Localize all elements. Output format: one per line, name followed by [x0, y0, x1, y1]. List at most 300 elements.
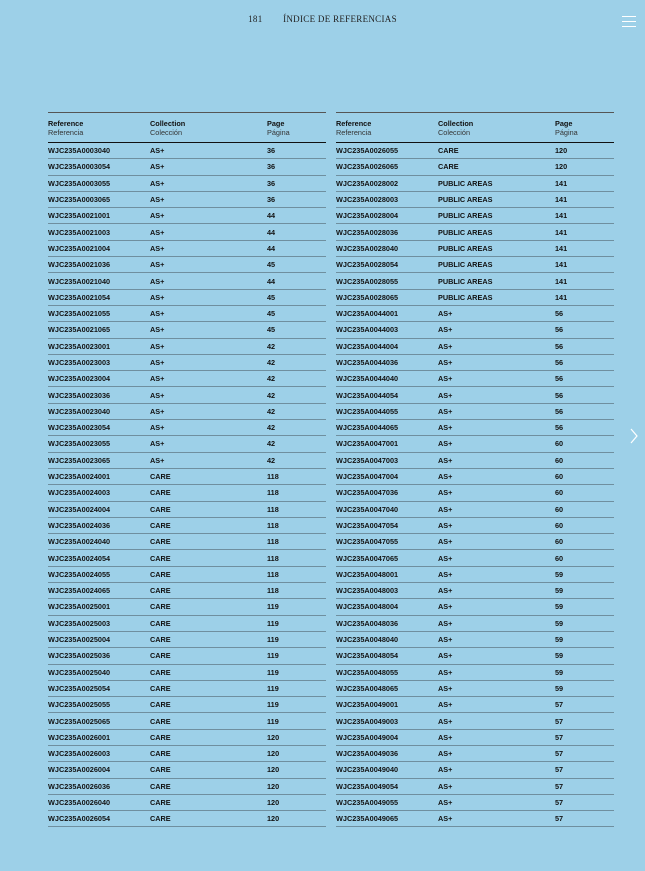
cell-page: 56	[555, 390, 564, 400]
cell-collection: PUBLIC AREAS	[438, 178, 493, 188]
table-row	[336, 664, 614, 680]
cell-collection: CARE	[150, 602, 171, 612]
cell-page: 141	[555, 276, 568, 286]
cell-reference: WJC235A0049003	[336, 716, 399, 726]
cell-page: 56	[555, 325, 564, 335]
cell-collection: PUBLIC AREAS	[438, 276, 493, 286]
cell-reference: WJC235A0047036	[336, 488, 399, 498]
table-row	[336, 305, 614, 321]
cell-collection: AS+	[438, 586, 453, 596]
cell-reference: WJC235A0047040	[336, 504, 399, 514]
cell-collection: CARE	[150, 651, 171, 661]
cell-page: 120	[267, 732, 280, 742]
cell-collection: PUBLIC AREAS	[438, 243, 493, 253]
cell-reference: WJC235A0044001	[336, 309, 399, 319]
cell-page: 119	[267, 651, 279, 661]
cell-reference: WJC235A0023003	[48, 358, 111, 367]
table-row	[336, 566, 614, 582]
cell-page: 56	[555, 309, 564, 319]
cell-reference: WJC235A0047055	[336, 537, 399, 547]
table-row	[48, 143, 326, 159]
cell-collection: AS+	[438, 390, 453, 400]
cell-reference: WJC235A0049040	[336, 765, 399, 775]
cell-reference: WJC235A0044055	[336, 406, 399, 416]
cell-page: 45	[267, 292, 276, 302]
cell-reference: WJC235A0021036	[48, 260, 111, 270]
cell-reference: WJC235A0048001	[336, 569, 399, 579]
cell-collection: CARE	[150, 618, 171, 628]
cell-page: 118	[267, 504, 279, 514]
cell-reference: WJC235A0048036	[336, 618, 399, 628]
cell-collection: AS+	[438, 602, 453, 612]
cell-collection: AS+	[438, 504, 453, 514]
cell-reference: WJC235A0024001	[48, 472, 111, 482]
table-row	[336, 175, 614, 191]
cell-page: 59	[555, 586, 564, 596]
cell-page: 118	[267, 569, 279, 579]
cell-collection: AS+	[438, 488, 453, 498]
table-row	[48, 273, 326, 289]
table-row	[48, 745, 326, 761]
cell-collection: AS+	[150, 309, 165, 319]
column-header-page: Page Página	[267, 118, 290, 137]
cell-page: 57	[555, 765, 564, 775]
cell-page: 60	[555, 472, 564, 482]
table-row	[336, 631, 614, 647]
table-body	[336, 143, 614, 827]
cell-collection: PUBLIC AREAS	[438, 260, 493, 270]
cell-reference: WJC235A0021001	[48, 211, 111, 221]
cell-reference: WJC235A0049001	[336, 700, 399, 710]
table-row	[48, 322, 326, 338]
table-row	[48, 485, 326, 501]
cell-reference: WJC235A0049036	[336, 749, 399, 759]
table-row	[336, 794, 614, 810]
cell-page: 60	[555, 455, 564, 465]
cell-reference: WJC235A0021055	[48, 309, 111, 319]
cell-reference: WJC235A0024055	[48, 569, 111, 579]
cell-reference: WJC235A0025065	[48, 716, 111, 726]
cell-collection: CARE	[150, 504, 171, 514]
table-row	[48, 387, 326, 403]
table-row	[336, 420, 614, 436]
cell-page: 56	[555, 406, 564, 416]
cell-page: 59	[555, 651, 564, 661]
table-row	[48, 371, 326, 387]
cell-collection: AS+	[150, 390, 165, 400]
table-row	[336, 501, 614, 517]
cell-collection: AS+	[438, 683, 453, 693]
cell-collection: CARE	[150, 472, 171, 482]
table-row	[336, 534, 614, 550]
cell-reference: WJC235A0003040	[48, 146, 111, 156]
cell-collection: AS+	[438, 667, 453, 677]
cell-page: 36	[267, 146, 276, 156]
cell-page: 44	[267, 227, 276, 237]
cell-page: 45	[267, 309, 276, 319]
cell-page: 141	[555, 195, 568, 205]
cell-reference: WJC235A0026036	[48, 781, 111, 791]
cell-collection: AS+	[150, 211, 165, 221]
cell-collection: CARE	[150, 537, 171, 547]
table-row	[48, 794, 326, 810]
reference-table-right	[336, 112, 614, 827]
table-row	[336, 371, 614, 387]
cell-collection: AS+	[438, 406, 453, 416]
cell-page: 57	[555, 781, 564, 791]
table-row	[48, 420, 326, 436]
cell-reference: WJC235A0044036	[336, 358, 399, 367]
cell-collection: AS+	[438, 798, 453, 808]
table-row	[336, 680, 614, 696]
table-row	[48, 468, 326, 484]
cell-page: 119	[267, 700, 279, 710]
cell-page: 57	[555, 700, 564, 710]
cell-page: 120	[555, 162, 568, 172]
cell-collection: AS+	[438, 553, 453, 563]
cell-page: 36	[267, 162, 276, 172]
cell-page: 36	[267, 178, 276, 188]
cell-reference: WJC235A0025003	[48, 618, 111, 628]
cell-collection: AS+	[438, 814, 453, 824]
cell-page: 60	[555, 439, 564, 449]
cell-collection: AS+	[438, 358, 453, 367]
cell-reference: WJC235A0024036	[48, 520, 111, 530]
chevron-right-icon[interactable]	[629, 427, 639, 445]
cell-reference: WJC235A0025036	[48, 651, 111, 661]
cell-page: 119	[267, 602, 279, 612]
table-row	[48, 631, 326, 647]
table-row	[336, 273, 614, 289]
cell-collection: AS+	[438, 325, 453, 335]
cell-page: 57	[555, 716, 564, 726]
cell-reference: WJC235A0028040	[336, 243, 399, 253]
cell-collection: AS+	[150, 358, 165, 367]
cell-page: 42	[267, 455, 276, 465]
table-body	[48, 143, 326, 827]
table-row	[336, 550, 614, 566]
cell-page: 42	[267, 390, 276, 400]
table-header-row	[48, 113, 326, 143]
cell-page: 119	[267, 618, 279, 628]
cell-page: 141	[555, 178, 568, 188]
cell-page: 36	[267, 195, 276, 205]
cell-reference: WJC235A0047001	[336, 439, 399, 449]
cell-page: 59	[555, 602, 564, 612]
cell-page: 120	[267, 749, 280, 759]
cell-page: 56	[555, 374, 564, 384]
cell-collection: AS+	[438, 781, 453, 791]
cell-reference: WJC235A0024003	[48, 488, 111, 498]
table-row	[336, 599, 614, 615]
cell-collection: PUBLIC AREAS	[438, 195, 493, 205]
table-row	[336, 159, 614, 175]
cell-collection: AS+	[150, 260, 165, 270]
table-row	[336, 354, 614, 370]
cell-reference: WJC235A0028002	[336, 178, 399, 188]
table-row	[48, 648, 326, 664]
cell-page: 59	[555, 618, 564, 628]
cell-reference: WJC235A0024065	[48, 586, 111, 596]
cell-collection: AS+	[150, 195, 165, 205]
table-row	[336, 762, 614, 778]
cell-collection: AS+	[150, 227, 165, 237]
cell-page: 59	[555, 569, 564, 579]
cell-collection: AS+	[150, 439, 165, 449]
cell-page: 141	[555, 243, 568, 253]
cell-reference: WJC235A0023036	[48, 390, 111, 400]
table-row	[48, 566, 326, 582]
table-row	[48, 175, 326, 191]
cell-reference: WJC235A0025004	[48, 635, 111, 645]
table-row	[336, 387, 614, 403]
cell-collection: AS+	[438, 635, 453, 645]
cell-page: 56	[555, 341, 564, 351]
cell-collection: AS+	[438, 455, 453, 465]
cell-collection: AS+	[150, 374, 165, 384]
cell-page: 141	[555, 292, 568, 302]
cell-page: 60	[555, 504, 564, 514]
cell-reference: WJC235A0028036	[336, 227, 399, 237]
table-row	[336, 191, 614, 207]
cell-collection: CARE	[150, 586, 171, 596]
cell-page: 119	[267, 635, 279, 645]
table-row	[48, 697, 326, 713]
cell-reference: WJC235A0048040	[336, 635, 399, 645]
cell-collection: CARE	[150, 716, 171, 726]
cell-page: 119	[267, 716, 279, 726]
cell-page: 118	[267, 586, 279, 596]
table-row	[336, 143, 614, 159]
table-row	[336, 745, 614, 761]
table-row	[48, 778, 326, 794]
cell-collection: CARE	[150, 635, 171, 645]
cell-page: 42	[267, 439, 276, 449]
cell-reference: WJC235A0024004	[48, 504, 111, 514]
table-row	[48, 664, 326, 680]
cell-collection: CARE	[150, 553, 171, 563]
cell-collection: AS+	[438, 716, 453, 726]
cell-reference: WJC235A0024040	[48, 537, 111, 547]
table-row	[48, 452, 326, 468]
table-row	[48, 159, 326, 175]
cell-reference: WJC235A0047004	[336, 472, 399, 482]
cell-reference: WJC235A0028054	[336, 260, 399, 270]
cell-page: 118	[267, 537, 279, 547]
cell-page: 120	[555, 146, 568, 156]
table-row	[336, 583, 614, 599]
table-row	[336, 257, 614, 273]
table-row	[48, 224, 326, 240]
table-row	[48, 680, 326, 696]
cell-page: 56	[555, 358, 564, 367]
cell-collection: CARE	[438, 146, 459, 156]
cell-reference: WJC235A0003055	[48, 178, 111, 188]
cell-page: 42	[267, 341, 276, 351]
table-row	[336, 778, 614, 794]
reference-table-left	[48, 112, 326, 827]
cell-reference: WJC235A0003065	[48, 195, 111, 205]
table-row	[48, 191, 326, 207]
cell-collection: AS+	[438, 423, 453, 433]
cell-reference: WJC235A0028004	[336, 211, 399, 221]
cell-reference: WJC235A0023055	[48, 439, 111, 449]
cell-page: 120	[267, 798, 280, 808]
cell-reference: WJC235A0028065	[336, 292, 399, 302]
cell-reference: WJC235A0026040	[48, 798, 111, 808]
cell-collection: CARE	[150, 569, 171, 579]
cell-page: 44	[267, 276, 276, 286]
cell-collection: CARE	[150, 683, 171, 693]
cell-reference: WJC235A0021003	[48, 227, 111, 237]
cell-page: 141	[555, 260, 568, 270]
cell-collection: CARE	[150, 749, 171, 759]
cell-reference: WJC235A0021004	[48, 243, 111, 253]
cell-page: 118	[267, 553, 279, 563]
cell-reference: WJC235A0003054	[48, 162, 111, 172]
cell-collection: CARE	[150, 488, 171, 498]
page-number: 181	[248, 14, 263, 24]
cell-page: 59	[555, 667, 564, 677]
cell-page: 118	[267, 488, 279, 498]
cell-collection: CARE	[150, 700, 171, 710]
cell-page: 42	[267, 358, 276, 367]
cell-page: 118	[267, 472, 279, 482]
table-row	[336, 436, 614, 452]
cell-page: 42	[267, 374, 276, 384]
table-row	[336, 224, 614, 240]
cell-page: 44	[267, 211, 276, 221]
cell-reference: WJC235A0044040	[336, 374, 399, 384]
cell-page: 44	[267, 243, 276, 253]
table-row	[336, 322, 614, 338]
cell-reference: WJC235A0049055	[336, 798, 399, 808]
cell-collection: AS+	[438, 309, 453, 319]
cell-reference: WJC235A0021065	[48, 325, 111, 335]
cell-collection: AS+	[438, 520, 453, 530]
table-row	[48, 501, 326, 517]
cell-page: 57	[555, 798, 564, 808]
column-header-collection: Collection Colección	[438, 118, 474, 137]
cell-collection: AS+	[438, 700, 453, 710]
table-row	[48, 599, 326, 615]
table-row	[336, 452, 614, 468]
table-row	[48, 338, 326, 354]
table-row	[336, 697, 614, 713]
cell-collection: AS+	[438, 439, 453, 449]
cell-collection: CARE	[150, 732, 171, 742]
table-row	[48, 240, 326, 256]
cell-page: 120	[267, 814, 280, 824]
table-row	[336, 729, 614, 745]
cell-collection: AS+	[438, 472, 453, 482]
cell-reference: WJC235A0044065	[336, 423, 399, 433]
cell-reference: WJC235A0023004	[48, 374, 111, 384]
cell-collection: AS+	[438, 618, 453, 628]
cell-reference: WJC235A0023065	[48, 455, 111, 465]
cell-collection: AS+	[150, 455, 165, 465]
cell-collection: AS+	[150, 341, 165, 351]
cell-page: 56	[555, 423, 564, 433]
table-row	[48, 354, 326, 370]
table-row	[48, 436, 326, 452]
cell-page: 118	[267, 520, 279, 530]
cell-reference: WJC235A0025040	[48, 667, 111, 677]
column-header-page: Page Página	[555, 118, 578, 137]
cell-collection: AS+	[438, 374, 453, 384]
cell-collection: CARE	[150, 765, 171, 775]
table-row	[48, 257, 326, 273]
table-row	[336, 517, 614, 533]
cell-collection: AS+	[150, 325, 165, 335]
column-header-reference: Reference Referencia	[336, 118, 372, 137]
cell-collection: AS+	[150, 243, 165, 253]
cell-page: 60	[555, 520, 564, 530]
table-row	[336, 615, 614, 631]
cell-page: 120	[267, 781, 280, 791]
cell-reference: WJC235A0044003	[336, 325, 399, 335]
table-row	[336, 208, 614, 224]
cell-reference: WJC235A0048065	[336, 683, 399, 693]
cell-collection: AS+	[438, 651, 453, 661]
cell-reference: WJC235A0026054	[48, 814, 111, 824]
cell-page: 59	[555, 635, 564, 645]
hamburger-icon[interactable]	[622, 16, 636, 30]
cell-reference: WJC235A0025001	[48, 602, 111, 612]
table-row	[48, 762, 326, 778]
cell-collection: CARE	[150, 814, 171, 824]
cell-reference: WJC235A0021054	[48, 292, 111, 302]
cell-collection: CARE	[150, 667, 171, 677]
cell-page: 57	[555, 732, 564, 742]
table-row	[336, 338, 614, 354]
cell-reference: WJC235A0023040	[48, 406, 111, 416]
cell-collection: CARE	[438, 162, 459, 172]
cell-reference: WJC235A0028055	[336, 276, 399, 286]
cell-reference: WJC235A0026003	[48, 749, 111, 759]
table-row	[336, 403, 614, 419]
cell-reference: WJC235A0047065	[336, 553, 399, 563]
table-row	[48, 289, 326, 305]
cell-page: 60	[555, 488, 564, 498]
table-row	[48, 583, 326, 599]
table-row	[48, 305, 326, 321]
cell-collection: AS+	[438, 341, 453, 351]
table-row	[48, 534, 326, 550]
cell-collection: AS+	[150, 292, 165, 302]
cell-reference: WJC235A0047003	[336, 455, 399, 465]
cell-collection: AS+	[150, 146, 165, 156]
column-header-reference: Reference Referencia	[48, 118, 84, 137]
cell-page: 45	[267, 325, 276, 335]
cell-page: 42	[267, 423, 276, 433]
cell-page: 141	[555, 211, 568, 221]
cell-reference: WJC235A0024054	[48, 553, 111, 563]
table-row	[336, 289, 614, 305]
cell-reference: WJC235A0026004	[48, 765, 111, 775]
cell-reference: WJC235A0048004	[336, 602, 399, 612]
cell-collection: CARE	[150, 781, 171, 791]
table-row	[48, 550, 326, 566]
cell-reference: WJC235A0049065	[336, 814, 399, 824]
cell-collection: PUBLIC AREAS	[438, 227, 493, 237]
cell-collection: AS+	[438, 732, 453, 742]
cell-reference: WJC235A0021040	[48, 276, 111, 286]
table-row	[336, 468, 614, 484]
cell-reference: WJC235A0026001	[48, 732, 111, 742]
table-row	[336, 648, 614, 664]
cell-reference: WJC235A0049054	[336, 781, 399, 791]
